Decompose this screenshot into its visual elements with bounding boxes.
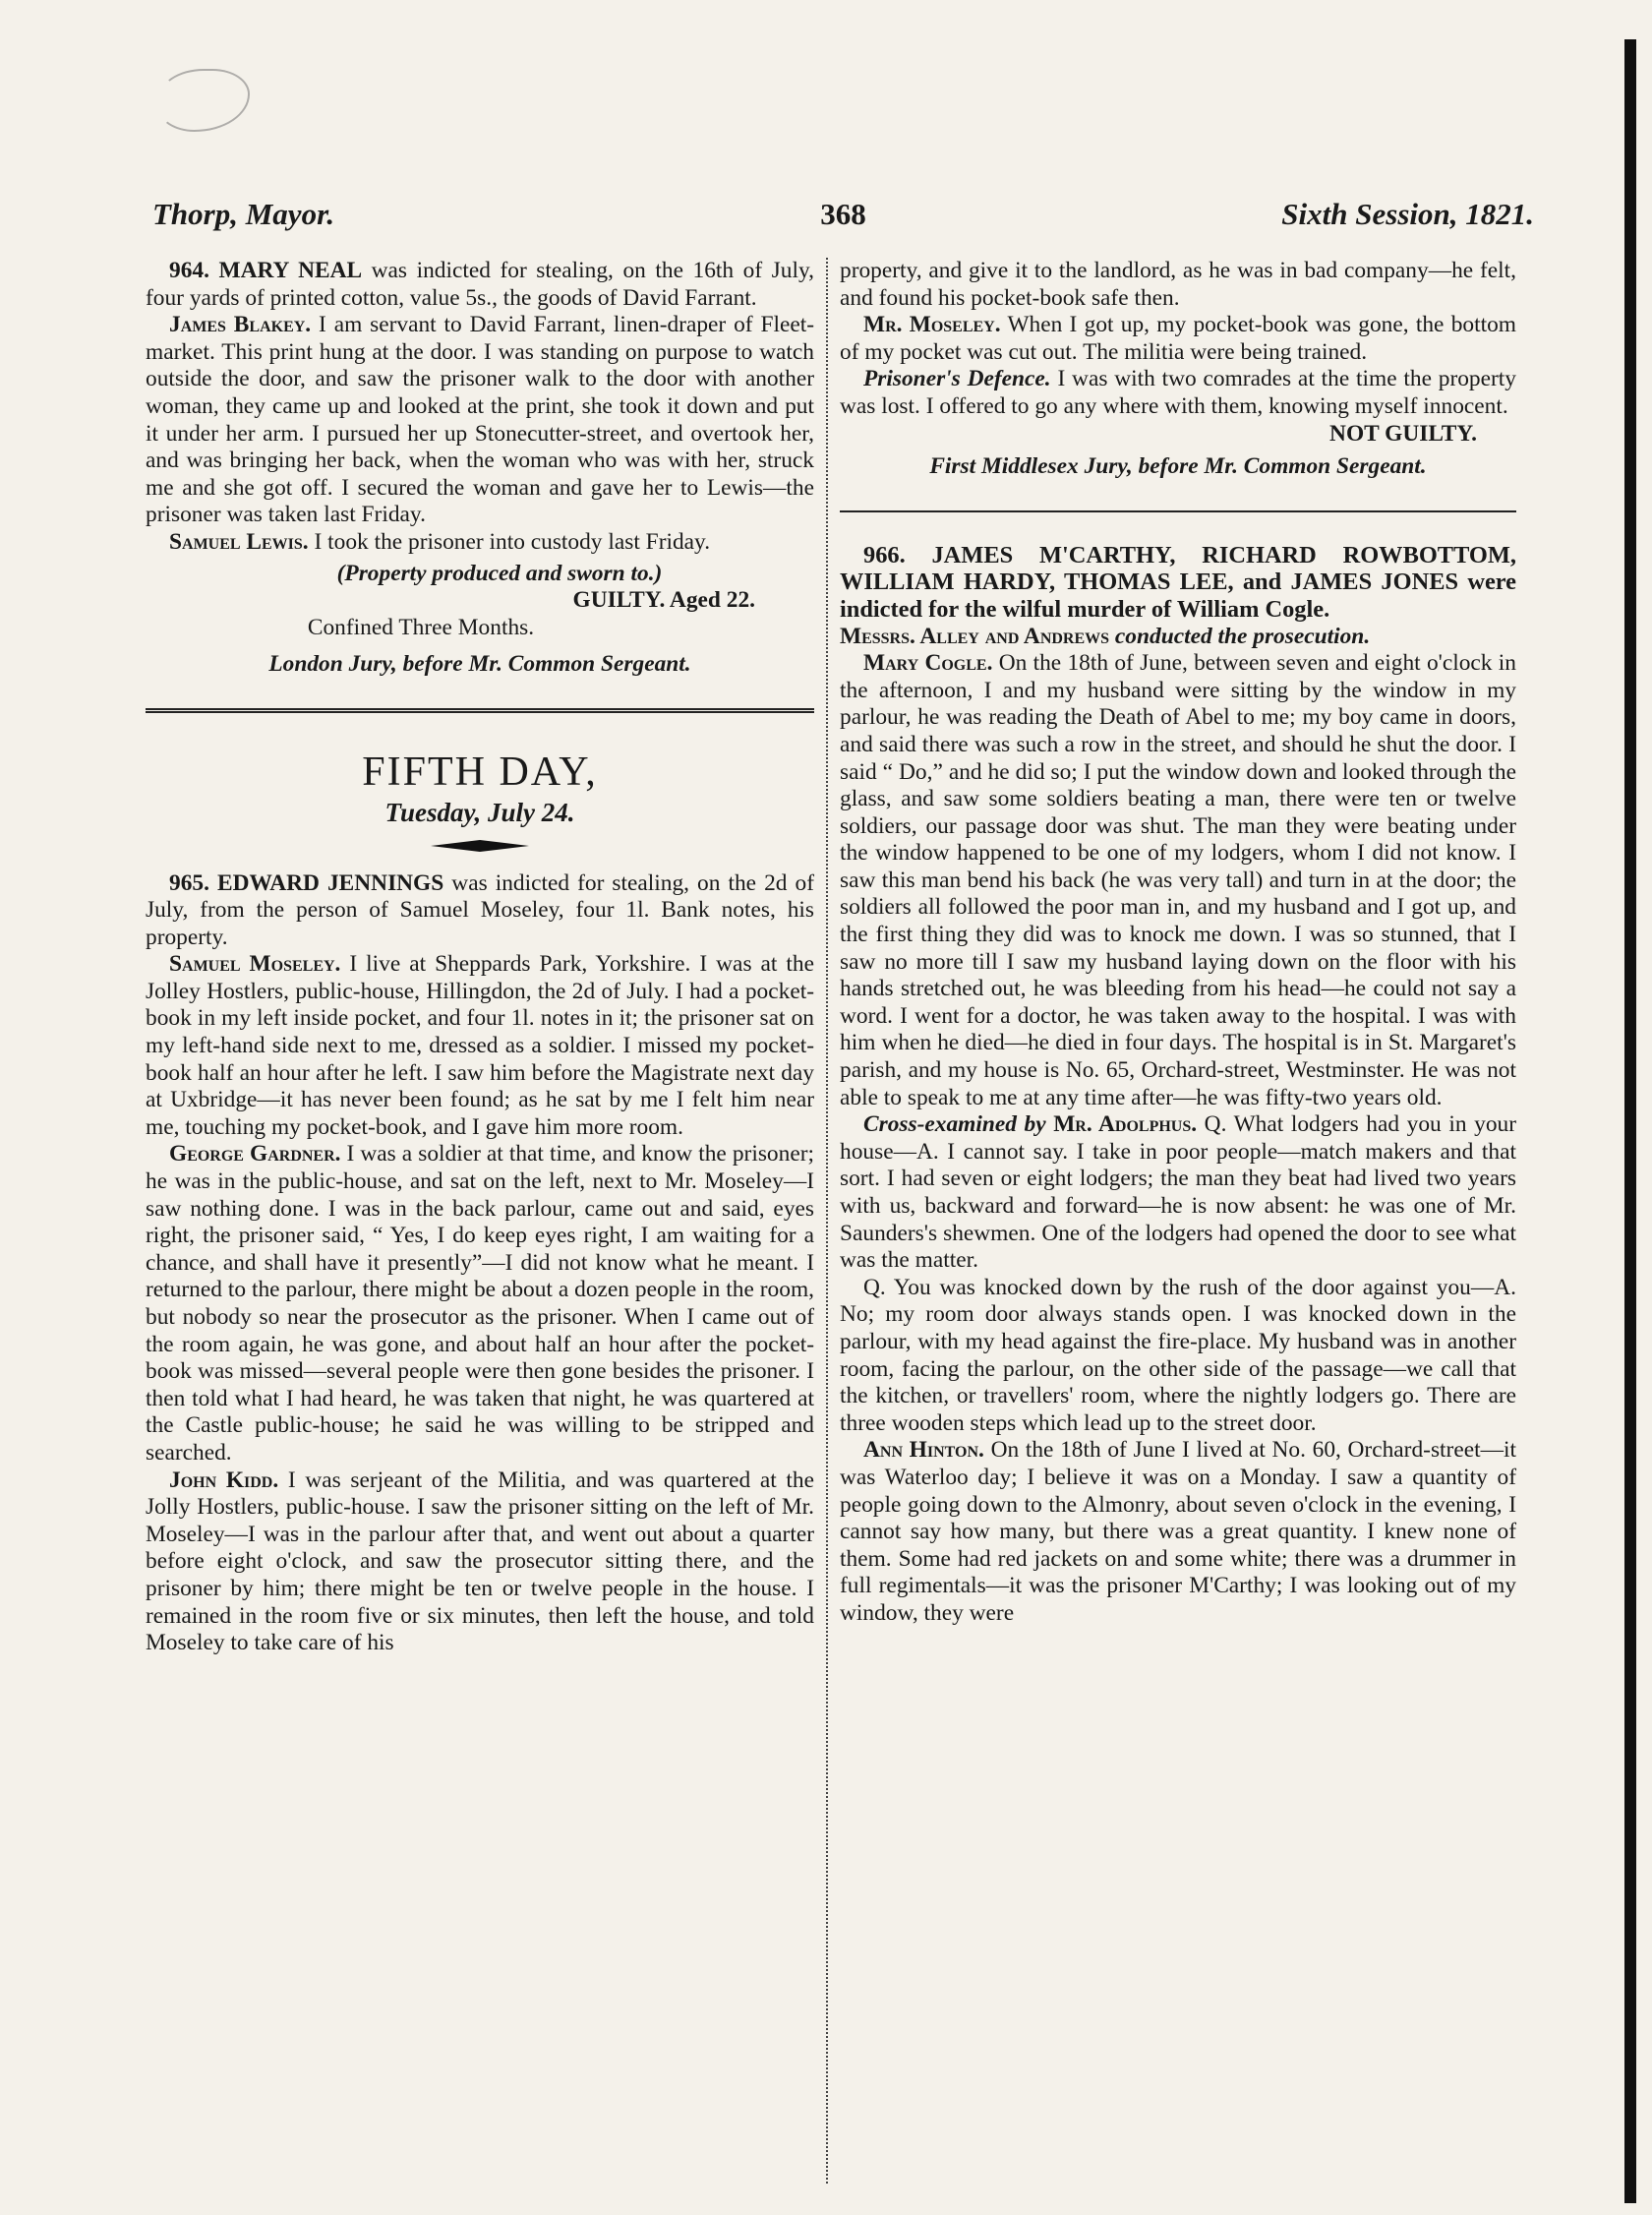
counsel-text: conducted the prosecution. [1109,623,1371,649]
case-966-intro: 966. JAMES M'CARTHY, RICHARD ROWBOTTOM, WILLIAM HARDY, THOMAS LEE, and JAMES JONES were indicted for the wilful murder of William Cogle. [840,541,1516,623]
scan-edge-bar [1624,39,1636,2203]
cross-label: Cross-examined by [863,1111,1046,1138]
witness-text: I live at Sheppards Park, Yorkshire. I was at the Jolley Hostlers, public-house, Hillingdon, the 2d of July. I had a pocket-book in my left inside pocket, and four 1l. notes in it; the prisoner sat on my left-hand side next to me, dressed as a soldier. I missed my pocket-book half an hour after he left. I saw him before the Magistrate next day at Uxbridge—it has never been found; as he sat by me I felt him near me, touching my pocket-book, and I gave him more room. [146,951,814,1140]
witness-text: I was a soldier at that time, and know the prisoner; he was in the public-house, and sat on the left, next to Mr. Moseley—I saw nothing done. I was in the back parlour, came out and said, eyes right, the prisoner said, “ Yes, I do keep eyes right, I am waiting for a chance, and shall have it presently”—I did not know what he meant. I returned to the parlour, there might be about a dozen people in the room, but nobody so near the prosecutor as the prisoner. When I came out of the room again, he was gone, and about half an hour after the pocket-book was missed—several people were then gone besides the prisoner. I then told what I had heard, he was taken that night, he was quartered at the Castle public-house; he said he was willing to be stripped and searched. [146,1141,814,1466]
left-column [146,258,814,1657]
witness-paragraph [146,1141,814,1467]
witness-text: I took the prisoner into custody last Friday. [308,528,711,555]
case-text: was indicted for stealing, on the 16th of July, four yards of printed cotton, value 5s., the goods of David Farrant. [146,258,814,311]
witness-paragraph [146,951,814,1141]
jury-line: London Jury, before Mr. Common Sergeant. [268,651,691,678]
case-text: was indicted for stealing, on the 2d of July, from the person of Samuel Moseley, four 1l. Bank notes, his property. [146,869,814,950]
witness-name: Ann Hinton. [863,1437,984,1464]
case-964-intro [146,258,814,312]
counsel-name: Mr. Adolphus. [1045,1111,1198,1138]
cross-text: Q. What lodgers had you in your house—A. I cannot say. I take in poor people—match makers and that sort. I had seven or eight lodgers; the man they beat had lived two years with us, backward and forward—he is now absent: he was one of Mr. Saunders's shewmen. One of the lodgers had opened the door to see what was the matter. [840,1111,1517,1274]
defence-text: I was with two comrades at the time the property was lost. I offered to go any where with them, knowing myself innocent. [840,366,1516,419]
property-note: (Property produced and sworn to.) [336,560,663,586]
section-rule [146,708,814,713]
defendant-name: EDWARD JENNINGS [216,869,444,896]
witness-text: I am servant to David Farrant, linen-draper of Fleet-market. This print hung at the door. I was standing on purpose to watch outside the door, and saw the prisoner walk to the door with another woman, they came up and looked at the print, she took it down and put it under her arm. I pursued her up Stonecutter-street, and overtook her, and was bringing her back, when the woman who was with her, struck me and she got off. I secured the woman and gave her to Lewis—the prisoner was taken last Friday. [146,312,815,528]
witness-name: Samuel Lewis. [169,528,309,555]
witness-name: Mary Cogle. [863,650,993,677]
witness-name: Samuel Moseley. [169,951,341,978]
continued-text: property, and give it to the landlord, as he was in bad company—he felt, and found his pocket-book safe then. [840,258,1516,311]
pencil-mark-icon [157,69,250,132]
case-965-intro [146,870,814,952]
witness-name: James Blakey. [169,312,312,338]
witness-name: John Kidd. [169,1467,279,1493]
day-subtitle: Tuesday, July 24. [384,797,575,827]
witness-text: On the 18th of June I lived at No. 60, Orchard-street—it was Waterloo day; I believe it was on a Monday. I saw a quantity of people going down to the Almonry, about seven o'clock in the evening, I cannot say how many, but there was a great quantity. I knew none of them. Some had red jackets on and some white; there was a drummer in full regimentals—it was the prisoner M'Carthy; I was looking out of my window, they were [840,1437,1516,1626]
witness-name: Mr. Moseley. [863,312,1001,338]
case-number: 965. [169,869,209,896]
jury-line: First Middlesex Jury, before Mr. Common Sergeant. [929,453,1427,480]
witness-paragraph [840,650,1516,1111]
cross-exam-paragraph [840,1111,1516,1275]
witness-paragraph [146,312,814,529]
case-number: 964. [169,258,209,283]
witness-text: I was serjeant of the Militia, and was quartered at the Jolly Hostlers, public-house. I saw the prisoner sitting on the left of Mr. Moseley—I was in the parlour after that, and went out about a quarter before eight o'clock, and saw the prosecutor sitting there, and the prisoner by him; there might be ten or twelve people in the house. I remained in the room five or six minutes, then left the house, and told Moseley to take care of his [146,1467,814,1656]
question-paragraph: Q. You was knocked down by the rush of the door against you—A. No; my room door always stands open. I was knocked down in the parlour, with my head against the fire-place. My husband was in another room, facing the parlour, on the other side of the passage—we call that the kitchen, or travellers' room, where the nightly lodgers go. There are three wooden steps which lead up to the street door. [840,1274,1516,1436]
header-left: Thorp, Mayor. [152,197,335,231]
counsel-line [840,624,1516,651]
defence-label: Prisoner's Defence. [863,366,1051,392]
witness-text: When I got up, my pocket-book was gone, the bottom of my pocket was cut out. The militia were being trained. [840,312,1516,365]
verdict: GUILTY. Aged 22. [572,587,755,614]
defendant-name: MARY NEAL [218,258,363,283]
day-title: FIFTH DAY, [362,748,598,795]
right-column [840,258,1516,1628]
sentence: Confined Three Months. [307,614,535,640]
running-header [152,197,1534,236]
witness-text: On the 18th of June, between seven and eight o'clock in the afternoon, I and my husband were sitting by the window in my parlour, he was reading the Death of Abel to me; my boy came in doors, and said there was such a row in the street, and should he shut the door. I said “ Do,” and he did so; I put the window down and looked through the glass, and saw some soldiers beating a man, there were ten or twelve soldiers, our passage door was shut. The man they were beating under the window happened to be one of my lodgers, whom I did not know. I saw this man bend his back (he was very tall) and turn in at the door; the soldiers all followed the poor man in, and my husband and I got up, and the first thing they did was to knock me down. I was so stunned, that I saw no more till I saw my husband laying down on the floor with his hands stretched out, he was bleeding from his head—he could not say a word. I went for a doctor, he was taken away to the hospital. I was with him when he died—he died in four days. The hospital is in St. Margaret's parish, and my house is No. 65, Orchard-street, Westminster. He was not able to speak to me at any time after—he was fifty-two years old. [840,650,1516,1110]
verdict: NOT GUILTY. [1329,420,1477,447]
counsel-names: Messrs. Alley and Andrews [840,623,1110,649]
witness-name: George Gardner. [169,1141,341,1167]
witness-paragraph [840,312,1516,366]
ornament-icon [431,839,529,853]
section-rule [840,510,1516,512]
defence-paragraph [840,366,1516,420]
column-divider [826,258,830,2184]
header-right: Sixth Session, 1821. [1281,197,1534,231]
witness-paragraph [146,1467,814,1657]
witness-paragraph [146,529,814,557]
page-number: 368 [820,197,866,231]
witness-paragraph [840,1437,1516,1627]
